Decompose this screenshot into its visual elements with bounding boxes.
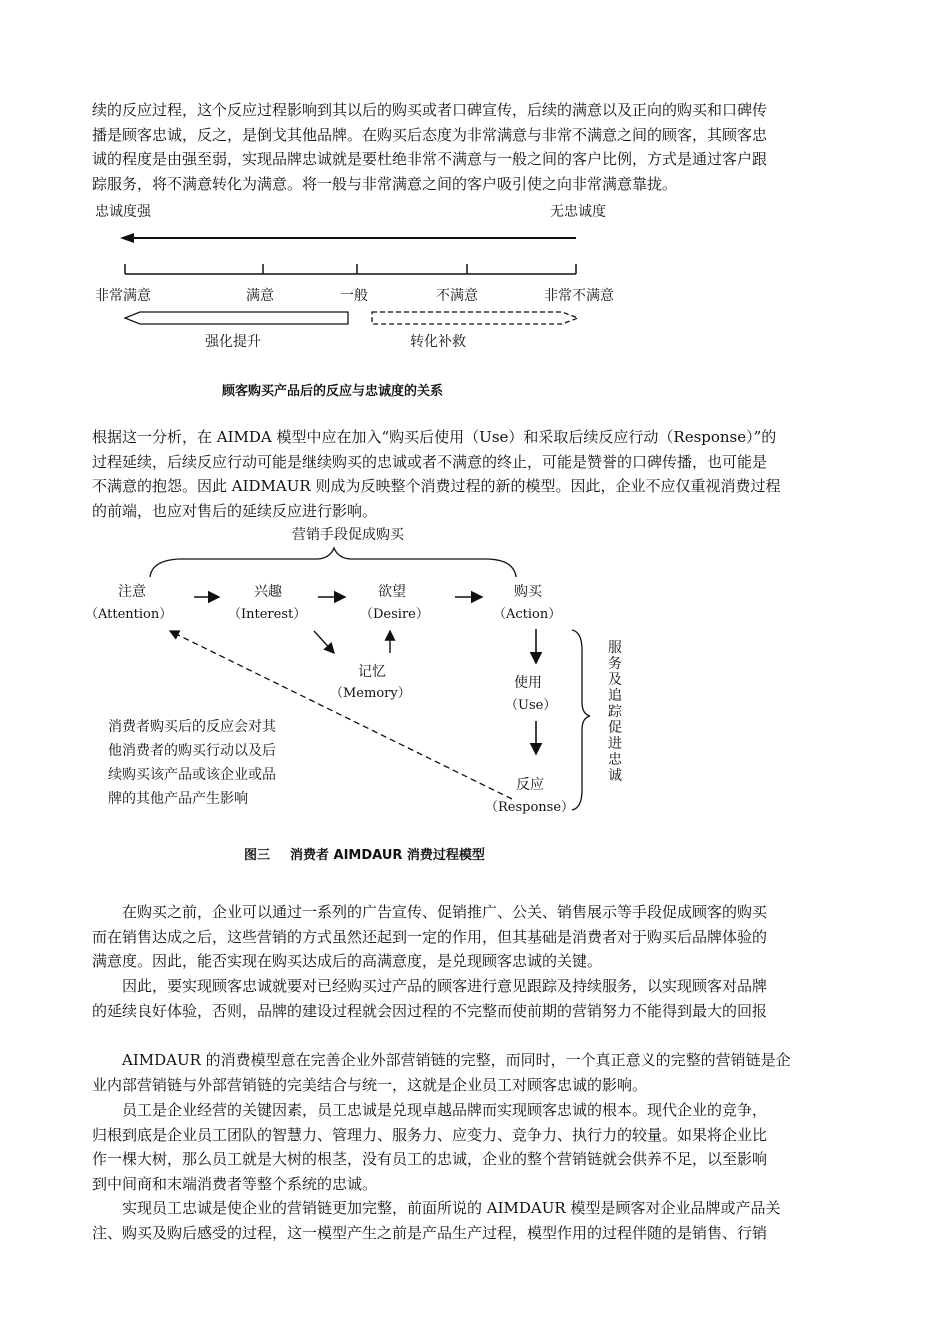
note-line: 续购买该产品或该企业或品 [108,767,276,783]
text-line: 根据这一分析，在 AIMDA 模型中应在加入“购买后使用（Use）和采取后续反应行动（Response）”的 [92,428,777,446]
tick-neutral: 一般 [340,288,368,304]
remedy-label: 转化补救 [410,334,466,350]
text-line: AIMDAUR 的消费模型意在完善企业外部营销链的完整，而同时，一个真正意义的完整的营销链是企 [122,1051,791,1069]
text-line: 而在销售达成之后，这些营销的方式虽然还起到一定的作用，但其基础是消费者对于购买后品牌体验的 [92,927,768,946]
stage-attention-en: （Attention） [85,607,173,622]
stage-memory-en: （Memory） [330,686,411,701]
text-line: 满意度。因此，能否实现在购买达成后的高满意度，是兑现顾客忠诚的关键。 [92,952,603,970]
tick-satisfied: 满意 [246,288,274,304]
text-line: 续的反应过程，这个反应过程影响到其以后的购买或者口碑宣传，后续的满意以及正向的购买和口碑传 [92,101,768,119]
note-line: 消费者购买后的反应会对其 [108,719,276,735]
stage-interest-en: （Interest） [228,607,307,622]
text-line: 因此，要实现顾客忠诚就要对已经购买过产品的顾客进行意见跟踪及持续服务，以实现顾客对品牌 [122,977,768,995]
stage-response: 反应 [516,777,544,793]
text-line: 过程延续，后续反应行动可能是继续购买的忠诚或者不满意的终止，可能是赞誉的口碑传播，也可能是 [92,452,768,471]
text-line: 作一棵大树，那么员工就是大树的根茎，没有员工的忠诚，企业的整个营销链就会供养不足，以至影响 [92,1150,768,1168]
paragraph-3 [92,900,860,974]
paragraph-5 [92,1048,860,1097]
stage-action-en: （Action） [493,607,562,622]
text-line: 不满意的抱怨。因此 AIDMAUR 则成为反映整个消费过程的新的模型。因此，企业不应仅重视消费过程 [92,477,781,495]
text-line: 在购买之前，企业可以通过一系列的广告宣传、促销推广、公关、销售展示等手段促成顾客的购买 [122,903,768,921]
stage-response-en: （Response） [485,800,575,815]
figure2-caption-number: 图三 [244,848,271,863]
strengthen-label: 强化提升 [205,334,261,350]
text-line: 实现员工忠诚是使企业的营销链更加完整，前面所说的 AIMDAUR 模型是顾客对企业品牌或产品关 [122,1199,781,1217]
tick-very-dissatisfied: 非常不满意 [544,288,614,304]
text-line: 诚的程度是由强至弱，实现品牌忠诚就是要杜绝非常不满意与一般之间的客户比例，方式是通过客户跟 [92,150,768,168]
text-line: 员工是企业经营的关键因素，员工忠诚是兑现卓越品牌而实现顾客忠诚的根本。现代企业的竞争， [122,1101,768,1119]
brace-label: 营销手段促成购买 [292,527,404,543]
stage-attention: 注意 [118,584,146,600]
paragraph-6 [92,1098,860,1196]
tick-very-satisfied: 非常满意 [95,288,151,304]
text-line: 的前端，也应对售后的延续反应进行影响。 [92,501,378,520]
text-line: 业内部营销链与外部营销链的完美结合与统一，这就是企业员工对顾客忠诚的影响。 [92,1075,648,1094]
stage-use-en: （Use） [505,698,557,713]
paragraph-4 [92,974,860,1023]
figure2-caption: 消费者 AIMDAUR 消费过程模型 [290,848,485,863]
stage-use: 使用 [514,675,542,691]
text-line: 播是顾客忠诚，反之，是倒戈其他品牌。在购买后态度为非常满意与非常不满意之间的顾客，其顾客忠 [92,125,768,144]
loyalty-strong-label: 忠诚度强 [95,204,151,220]
stage-action: 购买 [514,584,542,600]
stage-interest: 兴趣 [254,584,282,600]
note-line: 牌的其他产品产生影响 [108,791,248,807]
service-tracking-label: 服务及追踪促进忠诚 [608,640,622,784]
paragraph-7 [92,1196,860,1245]
tick-dissatisfied: 不满意 [436,288,478,304]
text-line: 注、购买及购后感受的过程，这一模型产生之前是产品生产过程，模型作用的过程伴随的是销售、行销 [92,1223,768,1242]
text-line: 踪服务，将不满意转化为满意。将一般与非常满意之间的客户吸引使之向非常满意靠拢。 [92,174,678,193]
note-line: 他消费者的购买行动以及后 [108,743,276,759]
text-line: 到中间商和末端消费者等整个系统的忠诚。 [92,1174,378,1193]
stage-memory: 记忆 [358,664,386,680]
stage-desire: 欲望 [378,584,406,600]
figure1-caption: 顾客购买产品后的反应与忠诚度的关系 [222,384,444,399]
text-line: 归根到底是企业员工团队的智慧力、管理力、服务力、应变力、竞争力、执行力的较量。如果将企业比 [92,1125,768,1144]
no-loyalty-label: 无忠诚度 [550,204,606,220]
text-line: 的延续良好体验，否则，品牌的建设过程就会因过程的不完整而使前期的营销努力不能得到最大的回报 [92,1001,768,1020]
stage-desire-en: （Desire） [360,607,429,622]
